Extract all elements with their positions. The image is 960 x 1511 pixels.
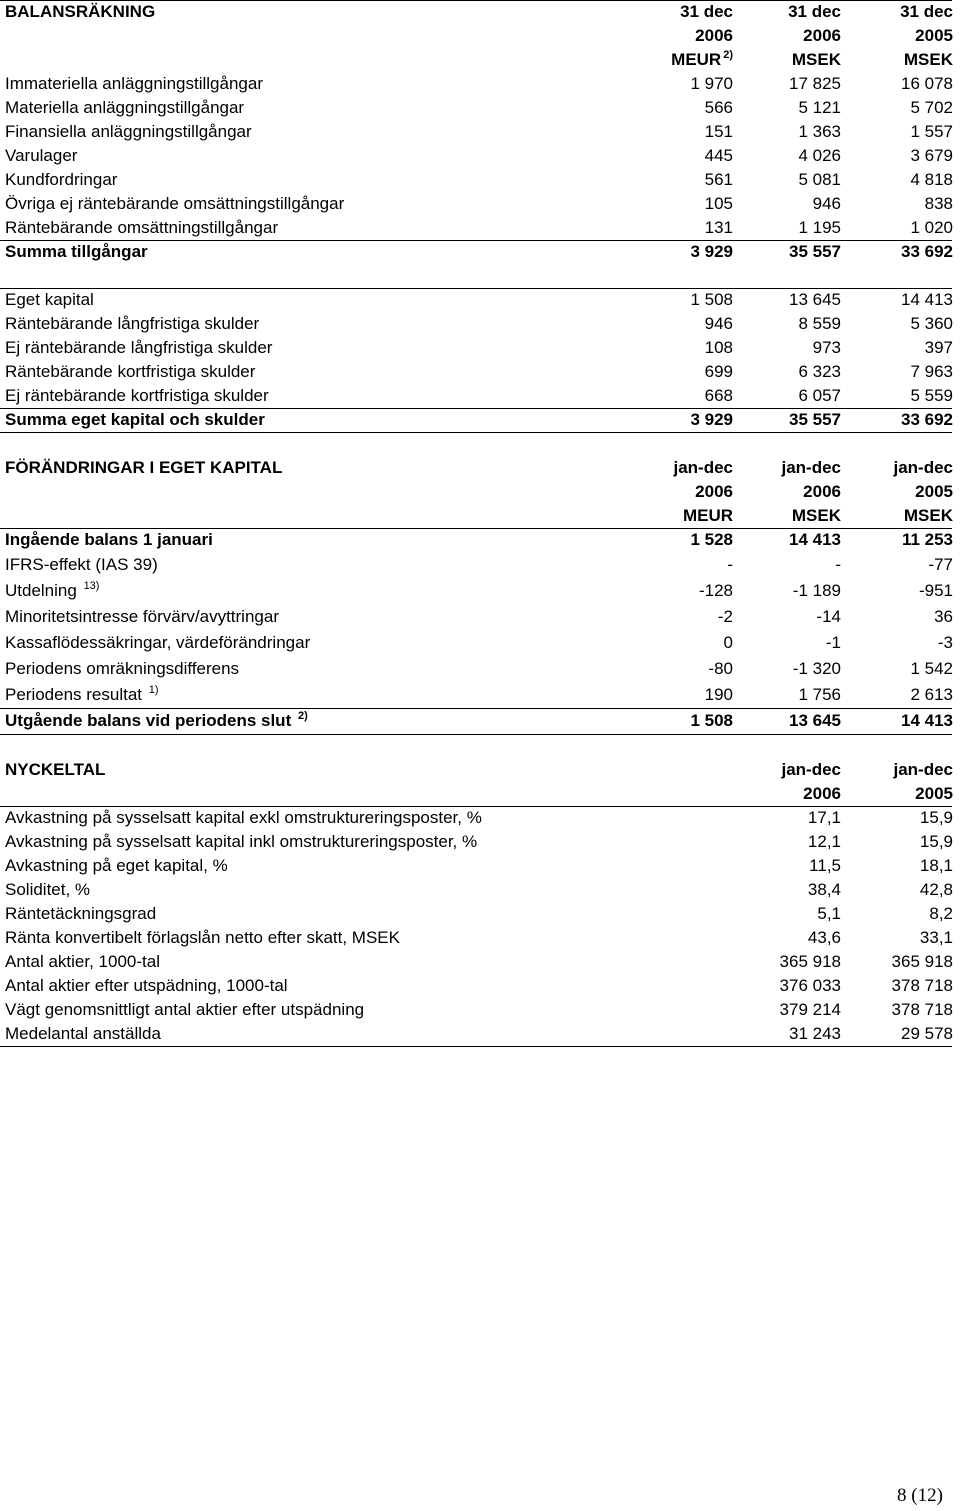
table-row — [5, 656, 953, 682]
row-value: 5 702 — [910, 98, 953, 117]
ratios-header-row-1 — [5, 758, 953, 782]
col-header: MEUR $^{2)}$ — [671, 49, 733, 69]
row-value: 131 — [704, 218, 733, 237]
financial-report — [5, 0, 953, 1046]
row-value: 151 — [704, 122, 733, 141]
row-label: Utdelning $^{13)}$ — [5, 580, 100, 600]
row-value: 5 081 — [798, 170, 841, 189]
row-label: Ränta konvertibelt förlagslån netto efter skatt, MSEK — [5, 928, 400, 947]
row-value: 11,5 — [809, 856, 841, 875]
table-row — [5, 216, 953, 240]
row-label: Antal aktier efter utspädning, 1000-tal — [5, 976, 288, 995]
col-header: jan-dec — [893, 760, 953, 779]
equity-rows — [5, 552, 953, 708]
equity-changes — [5, 456, 953, 734]
row-value: 5,1 — [817, 904, 841, 923]
row-value: -80 — [708, 659, 733, 678]
row-value: 33 692 — [901, 242, 953, 261]
table-row — [5, 974, 953, 998]
divider — [0, 0, 952, 1]
table-row — [5, 1022, 953, 1046]
table-row — [5, 950, 953, 974]
row-value: 1 195 — [798, 218, 841, 237]
balance-header-row-2 — [5, 24, 953, 48]
row-value: 668 — [704, 386, 733, 405]
row-label: Antal aktier, 1000-tal — [5, 952, 160, 971]
row-label: Övriga ej räntebärande omsättningstillgångar — [5, 194, 345, 213]
row-value: 105 — [704, 194, 733, 213]
row-value: -1 320 — [792, 659, 841, 678]
table-row — [5, 384, 953, 408]
row-value: 4 818 — [910, 170, 953, 189]
row-value: 190 — [704, 685, 733, 704]
divider — [0, 708, 952, 709]
col-header: 2006 — [803, 26, 841, 45]
footnote-ref: 2) — [723, 49, 733, 61]
row-label: Kassaflödessäkringar, värdeförändringar — [5, 633, 311, 652]
row-value: 1 528 — [690, 530, 733, 549]
row-value: 6 057 — [798, 386, 841, 405]
balance-header-row-1 — [5, 0, 953, 24]
row-value: 108 — [704, 338, 733, 357]
row-label: Varulager — [5, 146, 78, 165]
col-header: jan-dec — [781, 760, 841, 779]
table-row — [5, 552, 953, 578]
col-header: 2006 — [695, 482, 733, 501]
row-label: Kundfordringar — [5, 170, 118, 189]
row-value: 561 — [704, 170, 733, 189]
row-label: Ej räntebärande långfristiga skulder — [5, 338, 273, 357]
row-value: 699 — [704, 362, 733, 381]
col-header: MSEK — [903, 506, 953, 525]
equity-header-row-3 — [5, 504, 953, 528]
row-value: 946 — [704, 314, 733, 333]
row-value: - — [835, 555, 841, 574]
row-value: 33,1 — [919, 928, 953, 947]
table-row — [5, 806, 953, 830]
row-value: 1 508 — [690, 711, 733, 730]
balance-sheet — [5, 0, 953, 432]
equity-header-row-1 — [5, 456, 953, 480]
total-equity-liabilities-row — [5, 408, 953, 432]
row-value: 2 613 — [910, 685, 953, 704]
divider — [0, 408, 952, 409]
row-value: 36 — [934, 607, 953, 626]
row-value: 4 026 — [798, 146, 841, 165]
col-header: MSEK — [791, 50, 841, 69]
table-row — [5, 630, 953, 656]
row-label: Periodens resultat $^{1)}$ — [5, 684, 159, 704]
row-value: -77 — [928, 555, 953, 574]
row-label: Periodens omräkningsdifferens — [5, 659, 240, 678]
row-value: -951 — [918, 581, 953, 600]
row-label: Soliditet, % — [5, 880, 91, 899]
col-header: MSEK — [903, 50, 953, 69]
col-header: 31 dec — [900, 2, 953, 21]
col-header: 31 dec — [788, 2, 841, 21]
row-value: 14 413 — [901, 711, 953, 730]
row-value: 973 — [812, 338, 841, 357]
divider — [0, 806, 952, 807]
row-label: Ej räntebärande kortfristiga skulder — [5, 386, 269, 405]
footnote-ref: 1) — [148, 684, 159, 696]
ratios-rows — [5, 806, 953, 1046]
row-value: 7 963 — [910, 362, 953, 381]
total-assets-row — [5, 240, 953, 264]
row-value: -3 — [937, 633, 953, 652]
row-value: 29 578 — [901, 1024, 953, 1043]
col-header: jan-dec — [781, 458, 841, 477]
col-header: 2006 — [803, 482, 841, 501]
footnote-ref: 2) — [297, 710, 308, 722]
balance-liabilities-rows — [5, 288, 953, 408]
row-value: 11 253 — [901, 530, 953, 549]
divider — [0, 240, 952, 241]
col-header: 2005 — [915, 482, 953, 501]
row-value: 1 756 — [798, 685, 841, 704]
table-row — [5, 120, 953, 144]
row-value: 378 718 — [891, 1000, 953, 1019]
table-row — [5, 998, 953, 1022]
col-header: 2006 — [803, 784, 841, 803]
page-number: 8 (12) — [897, 1485, 943, 1506]
closing-balance-row — [5, 708, 953, 734]
row-value: 365 918 — [891, 952, 953, 971]
row-value: 566 — [704, 98, 733, 117]
equity-header-row-2 — [5, 480, 953, 504]
col-header: jan-dec — [893, 458, 953, 477]
row-value: 13 645 — [789, 711, 841, 730]
row-value: 378 718 — [891, 976, 953, 995]
table-row — [5, 96, 953, 120]
table-row — [5, 312, 953, 336]
table-row — [5, 192, 953, 216]
row-value: 5 360 — [910, 314, 953, 333]
row-value: 38,4 — [807, 880, 841, 899]
key-ratios — [5, 758, 953, 1046]
row-label: Räntebärande långfristiga skulder — [5, 314, 260, 333]
row-value: 3 929 — [690, 410, 733, 429]
row-label: Ingående balans 1 januari — [5, 530, 213, 549]
row-label: Avkastning på sysselsatt kapital inkl omstruktureringsposter, % — [5, 832, 478, 851]
table-row — [5, 682, 953, 708]
row-label: Eget kapital — [5, 290, 94, 309]
table-row — [5, 878, 953, 902]
row-value: -1 — [825, 633, 841, 652]
table-row — [5, 72, 953, 96]
opening-balance-row — [5, 528, 953, 552]
row-value: 3 679 — [910, 146, 953, 165]
row-value: -128 — [698, 581, 733, 600]
col-header: jan-dec — [673, 458, 733, 477]
divider — [0, 1046, 952, 1047]
row-label: IFRS-effekt (IAS 39) — [5, 555, 158, 574]
row-value: 8,2 — [929, 904, 953, 923]
table-row — [5, 830, 953, 854]
row-value: 13 645 — [789, 290, 841, 309]
table-row — [5, 288, 953, 312]
row-value: -2 — [717, 607, 733, 626]
row-value: 3 929 — [690, 242, 733, 261]
footnote-ref: 13) — [83, 580, 100, 592]
row-value: 8 559 — [798, 314, 841, 333]
balance-assets-rows — [5, 72, 953, 240]
row-label: Räntebärande omsättningstillgångar — [5, 218, 279, 237]
col-header: 31 dec — [680, 2, 733, 21]
table-row — [5, 578, 953, 604]
row-value: 33 692 — [901, 410, 953, 429]
equity-title: FÖRÄNDRINGAR I EGET KAPITAL — [5, 458, 283, 477]
row-value: 17,1 — [807, 808, 841, 827]
row-value: 5 559 — [910, 386, 953, 405]
row-value: 1 970 — [690, 74, 733, 93]
row-value: -1 189 — [792, 581, 841, 600]
row-value: 16 078 — [901, 74, 953, 93]
row-label: Medelantal anställda — [5, 1024, 161, 1043]
row-value: 15,9 — [919, 808, 953, 827]
row-label: Räntebärande kortfristiga skulder — [5, 362, 256, 381]
col-header: 2005 — [915, 784, 953, 803]
row-label: Finansiella anläggningstillgångar — [5, 122, 252, 141]
row-value: 1 020 — [910, 218, 953, 237]
row-label: Summa eget kapital och skulder — [5, 410, 265, 429]
divider — [0, 734, 952, 735]
row-value: 0 — [723, 633, 733, 652]
row-value: 365 918 — [779, 952, 841, 971]
row-value: 15,9 — [919, 832, 953, 851]
ratios-header-row-2 — [5, 782, 953, 806]
row-value: 5 121 — [798, 98, 841, 117]
table-row — [5, 168, 953, 192]
row-value: 14 413 — [901, 290, 953, 309]
row-value: 1 557 — [910, 122, 953, 141]
col-header: 2005 — [915, 26, 953, 45]
table-row — [5, 854, 953, 878]
row-value: 1 508 — [690, 290, 733, 309]
row-value: 12,1 — [807, 832, 841, 851]
row-label: Materiella anläggningstillgångar — [5, 98, 245, 117]
divider — [0, 528, 952, 529]
table-row — [5, 144, 953, 168]
ratios-title: NYCKELTAL — [5, 760, 106, 779]
col-header: 2006 — [695, 26, 733, 45]
row-value: 35 557 — [789, 410, 841, 429]
table-row — [5, 360, 953, 384]
table-row — [5, 336, 953, 360]
row-label: Immateriella anläggningstillgångar — [5, 74, 263, 93]
row-value: 445 — [704, 146, 733, 165]
row-value: 31 243 — [789, 1024, 841, 1043]
col-header: MEUR — [682, 506, 733, 525]
table-row — [5, 604, 953, 630]
row-label: Avkastning på eget kapital, % — [5, 856, 228, 875]
row-value: 1 542 — [910, 659, 953, 678]
row-label: Utgående balans vid periodens slut $^{2)}$ — [5, 710, 308, 730]
row-value: 18,1 — [919, 856, 953, 875]
row-label: Räntetäckningsgrad — [5, 904, 157, 923]
divider — [0, 288, 952, 289]
row-value: 14 413 — [789, 530, 841, 549]
row-value: 946 — [812, 194, 841, 213]
row-value: 6 323 — [798, 362, 841, 381]
col-header: MSEK — [791, 506, 841, 525]
balance-title: BALANSRÄKNING — [5, 2, 156, 21]
row-value: 376 033 — [779, 976, 841, 995]
row-label: Minoritetsintresse förvärv/avyttringar — [5, 607, 279, 626]
row-value: 379 214 — [779, 1000, 841, 1019]
table-row — [5, 902, 953, 926]
row-label: Avkastning på sysselsatt kapital exkl omstruktureringsposter, % — [5, 808, 482, 827]
balance-header-row-3 — [5, 48, 953, 72]
row-value: 838 — [924, 194, 953, 213]
row-label: Vägt genomsnittligt antal aktier efter utspädning — [5, 1000, 365, 1019]
row-value: 43,6 — [807, 928, 841, 947]
row-value: 17 825 — [789, 74, 841, 93]
row-value: - — [727, 555, 733, 574]
row-value: 397 — [924, 338, 953, 357]
row-value: 35 557 — [789, 242, 841, 261]
row-label: Summa tillgångar — [5, 242, 148, 261]
table-row — [5, 926, 953, 950]
row-value: 42,8 — [919, 880, 953, 899]
row-value: -14 — [816, 607, 841, 626]
row-value: 1 363 — [798, 122, 841, 141]
divider — [0, 432, 952, 433]
